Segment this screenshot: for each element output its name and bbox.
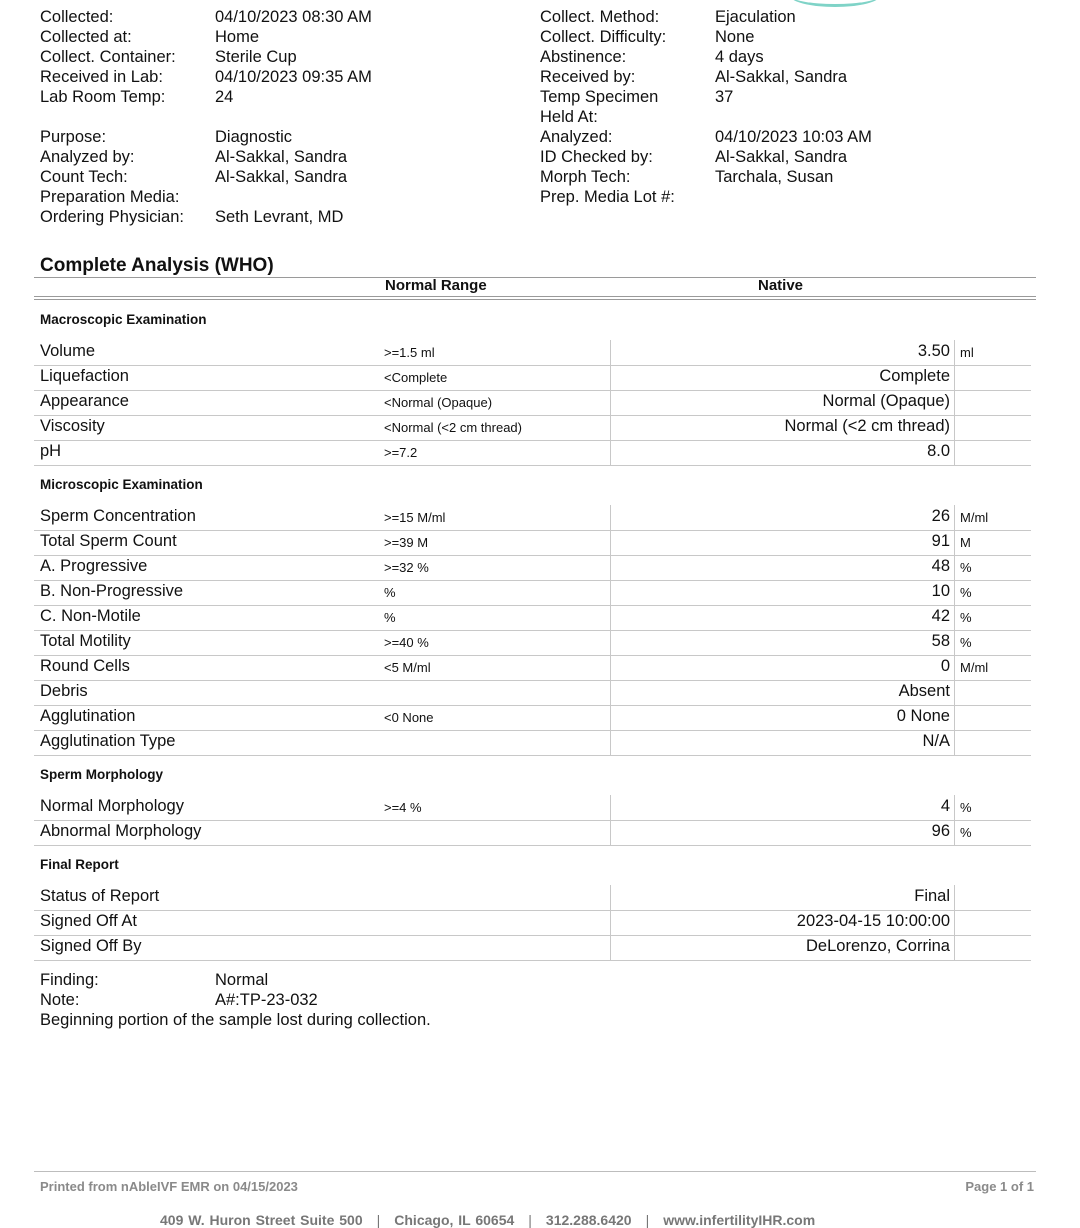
col-divider <box>610 910 611 935</box>
col-divider <box>954 605 955 630</box>
received-by-value: Al-Sakkal, Sandra <box>715 68 848 86</box>
header-rule-2 <box>34 299 1036 300</box>
col-divider <box>954 680 955 705</box>
temp-specimen-label: Temp Specimen <box>540 88 659 106</box>
group-title: Sperm Morphology <box>40 767 164 782</box>
normal-range: % <box>384 585 396 600</box>
col-divider <box>954 655 955 680</box>
col-divider <box>954 935 955 960</box>
test-name: Round Cells <box>40 657 130 675</box>
separator: | <box>528 1212 532 1228</box>
count-tech-label: Count Tech: <box>40 168 128 186</box>
table-row <box>34 680 1031 706</box>
page-number: Page 1 of 1 <box>965 1179 1034 1194</box>
result-unit: % <box>960 560 972 575</box>
col-divider <box>610 415 611 440</box>
result-value: N/A <box>922 732 950 750</box>
result-value: 0 None <box>896 707 950 725</box>
city: Chicago, IL 60654 <box>394 1212 515 1228</box>
table-row <box>34 705 1031 731</box>
result-value: 58 <box>931 632 950 650</box>
method-label: Collect. Method: <box>540 8 660 26</box>
col-divider <box>610 885 611 910</box>
col-divider <box>610 680 611 705</box>
col-divider <box>610 705 611 730</box>
normal-range: >=39 M <box>384 535 429 550</box>
collected-at-label: Collected at: <box>40 28 132 46</box>
col-divider <box>610 340 611 365</box>
table-row <box>34 630 1031 656</box>
col-divider <box>954 630 955 655</box>
col-divider <box>954 415 955 440</box>
morph-tech-value: Tarchala, Susan <box>715 168 834 186</box>
normal-range: <Normal (<2 cm thread) <box>384 420 522 435</box>
title-rule <box>34 277 1036 278</box>
normal-range: >=7.2 <box>384 445 418 460</box>
container-value: Sterile Cup <box>215 48 297 66</box>
collected-at-value: Home <box>215 28 260 46</box>
col-divider <box>610 935 611 960</box>
analyzed-value: 04/10/2023 10:03 AM <box>715 128 872 146</box>
normal-range: >=40 % <box>384 635 429 650</box>
result-unit: % <box>960 635 972 650</box>
col-divider <box>954 340 955 365</box>
result-unit: % <box>960 610 972 625</box>
col-native: Native <box>758 277 804 294</box>
test-name: Signed Off At <box>40 912 137 930</box>
abstinence-value: 4 days <box>715 48 764 66</box>
col-divider <box>954 505 955 530</box>
col-divider <box>954 885 955 910</box>
col-divider <box>610 390 611 415</box>
table-row <box>34 820 1031 846</box>
purpose-label: Purpose: <box>40 128 107 146</box>
col-divider <box>954 730 955 755</box>
result-unit: M <box>960 535 971 550</box>
col-divider <box>954 705 955 730</box>
col-divider <box>610 605 611 630</box>
col-divider <box>610 505 611 530</box>
table-row <box>34 580 1031 606</box>
table-row <box>34 730 1031 756</box>
container-label: Collect. Container: <box>40 48 176 66</box>
separator: | <box>376 1212 381 1228</box>
table-row <box>34 440 1031 466</box>
result-unit: % <box>960 825 972 840</box>
col-divider <box>954 795 955 820</box>
test-name: Abnormal Morphology <box>40 822 202 840</box>
table-row <box>34 655 1031 681</box>
difficulty-label: Collect. Difficulty: <box>540 28 667 46</box>
result-unit: M/ml <box>960 660 989 675</box>
result-value: DeLorenzo, Corrina <box>806 937 950 955</box>
physician-label: Ordering Physician: <box>40 208 184 226</box>
col-divider <box>954 555 955 580</box>
test-name: Agglutination <box>40 707 136 725</box>
room-temp-label: Lab Room Temp: <box>40 88 166 106</box>
table-row <box>34 415 1031 441</box>
result-value: 3.50 <box>917 342 950 360</box>
prep-lot-label: Prep. Media Lot #: <box>540 188 675 206</box>
normal-range: <5 M/ml <box>384 660 431 675</box>
col-divider <box>610 365 611 390</box>
table-row <box>34 795 1031 821</box>
normal-range: <Complete <box>384 370 448 385</box>
received-value: 04/10/2023 09:35 AM <box>215 68 372 86</box>
result-unit: % <box>960 585 972 600</box>
test-name: Agglutination Type <box>40 732 176 750</box>
result-value: 4 <box>940 797 950 815</box>
test-name: Total Sperm Count <box>40 532 177 550</box>
normal-range: <Normal (Opaque) <box>384 395 493 410</box>
normal-range: <0 None <box>384 710 434 725</box>
col-divider <box>610 655 611 680</box>
col-divider <box>610 795 611 820</box>
header-rule-1 <box>34 296 1036 297</box>
col-divider <box>954 530 955 555</box>
test-name: Sperm Concentration <box>40 507 196 525</box>
result-unit: % <box>960 800 972 815</box>
footer-rule <box>34 1171 1036 1172</box>
analysis-title: Complete Analysis (WHO) <box>40 255 274 276</box>
table-row <box>34 390 1031 416</box>
difficulty-value: None <box>715 28 755 46</box>
col-divider <box>954 390 955 415</box>
col-divider <box>954 910 955 935</box>
phone: 312.288.6420 <box>545 1212 632 1228</box>
test-name: Signed Off By <box>40 937 142 955</box>
col-divider <box>954 365 955 390</box>
result-value: 48 <box>931 557 950 575</box>
result-value: Complete <box>879 367 950 385</box>
result-unit: M/ml <box>960 510 989 525</box>
purpose-value: Diagnostic <box>215 128 293 146</box>
group-title: Macroscopic Examination <box>40 312 207 327</box>
finding-label: Finding: <box>40 971 99 989</box>
result-value: 10 <box>931 582 950 600</box>
result-value: 42 <box>931 607 950 625</box>
id-checked-value: Al-Sakkal, Sandra <box>715 148 848 166</box>
method-value: Ejaculation <box>715 8 796 26</box>
col-divider <box>610 530 611 555</box>
col-divider <box>610 630 611 655</box>
table-row <box>34 935 1031 961</box>
col-divider <box>954 820 955 845</box>
website-link[interactable]: www.infertilityIHR.com <box>663 1212 816 1228</box>
table-row <box>34 605 1031 631</box>
test-name: Viscosity <box>40 417 105 435</box>
temp-specimen-value: 37 <box>715 88 734 106</box>
result-value: 96 <box>931 822 950 840</box>
result-value: Final <box>914 887 950 905</box>
result-value: 2023-04-15 10:00:00 <box>796 912 950 930</box>
separator: | <box>645 1212 650 1228</box>
normal-range: >=15 M/ml <box>384 510 446 525</box>
received-label: Received in Lab: <box>40 68 163 86</box>
note-comment: Beginning portion of the sample lost during collection. <box>40 1011 431 1029</box>
result-value: Normal (<2 cm thread) <box>784 417 950 435</box>
printed-from: Printed from nAbleIVF EMR on 04/15/2023 <box>40 1179 298 1194</box>
morph-tech-label: Morph Tech: <box>540 168 631 186</box>
id-checked-label: ID Checked by: <box>540 148 653 166</box>
table-row <box>34 910 1031 936</box>
street-address: 409 W. Huron Street Suite 500 <box>160 1212 363 1228</box>
table-row <box>34 365 1031 391</box>
result-value: 26 <box>931 507 950 525</box>
normal-range: >=1.5 ml <box>384 345 435 360</box>
result-value: 91 <box>931 532 950 550</box>
logo-fragment <box>790 0 880 7</box>
group-title: Final Report <box>40 857 119 872</box>
test-name: Appearance <box>40 392 129 410</box>
analyzed-label: Analyzed: <box>540 128 613 146</box>
result-value: Absent <box>898 682 950 700</box>
result-value: 8.0 <box>927 442 950 460</box>
col-divider <box>610 440 611 465</box>
test-name: Debris <box>40 682 88 700</box>
col-divider <box>610 580 611 605</box>
analyzed-by-value: Al-Sakkal, Sandra <box>215 148 348 166</box>
col-normal-range: Normal Range <box>385 277 487 294</box>
normal-range: >=32 % <box>384 560 429 575</box>
col-divider <box>610 730 611 755</box>
result-value: 0 <box>940 657 950 675</box>
count-tech-value: Al-Sakkal, Sandra <box>215 168 348 186</box>
analyzed-by-label: Analyzed by: <box>40 148 135 166</box>
table-row <box>34 340 1031 366</box>
test-name: Liquefaction <box>40 367 129 385</box>
note-label: Note: <box>40 991 80 1009</box>
table-row <box>34 555 1031 581</box>
test-name: A. Progressive <box>40 557 148 575</box>
col-divider <box>954 440 955 465</box>
test-name: Volume <box>40 342 96 360</box>
table-row <box>34 505 1031 531</box>
test-name: Status of Report <box>40 887 160 905</box>
normal-range: >=4 % <box>384 800 422 815</box>
abstinence-label: Abstinence: <box>540 48 627 66</box>
test-name: Total Motility <box>40 632 131 650</box>
note-value: A#:TP-23-032 <box>215 991 318 1009</box>
normal-range: % <box>384 610 396 625</box>
test-name: pH <box>40 442 62 460</box>
held-at-label: Held At: <box>540 108 598 126</box>
prep-media-label: Preparation Media: <box>40 188 180 206</box>
collected-label: Collected: <box>40 8 114 26</box>
col-divider <box>610 820 611 845</box>
result-value: Normal (Opaque) <box>822 392 950 410</box>
col-divider <box>954 580 955 605</box>
table-row <box>34 885 1031 911</box>
test-name: C. Non-Motile <box>40 607 141 625</box>
physician-value: Seth Levrant, MD <box>215 208 344 226</box>
test-name: B. Non-Progressive <box>40 582 184 600</box>
group-title: Microscopic Examination <box>40 477 203 492</box>
result-unit: ml <box>960 345 974 360</box>
finding-value: Normal <box>215 971 269 989</box>
table-row <box>34 530 1031 556</box>
room-temp-value: 24 <box>215 88 234 106</box>
test-name: Normal Morphology <box>40 797 184 815</box>
collected-value: 04/10/2023 08:30 AM <box>215 8 372 26</box>
received-by-label: Received by: <box>540 68 636 86</box>
col-divider <box>610 555 611 580</box>
